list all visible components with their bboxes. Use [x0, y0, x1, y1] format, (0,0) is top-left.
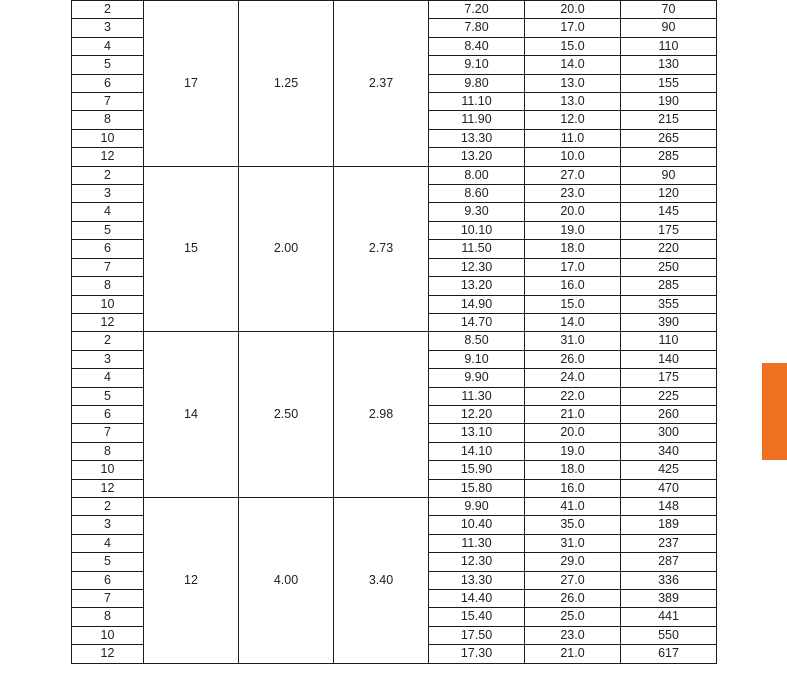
cell-col6: 14.0 [525, 56, 621, 74]
cell-col6: 31.0 [525, 332, 621, 350]
cell-col1: 8 [72, 608, 144, 626]
cell-col6: 16.0 [525, 479, 621, 497]
cell-col6: 27.0 [525, 166, 621, 184]
cell-col1: 10 [72, 295, 144, 313]
cell-col5: 12.20 [429, 405, 525, 423]
cell-col7: 340 [621, 442, 717, 460]
cell-col6: 21.0 [525, 645, 621, 663]
cell-col1: 2 [72, 497, 144, 515]
cell-col5: 10.40 [429, 516, 525, 534]
cell-col5: 9.80 [429, 74, 525, 92]
cell-col5: 15.90 [429, 461, 525, 479]
cell-col5: 15.40 [429, 608, 525, 626]
cell-col6: 23.0 [525, 626, 621, 644]
cell-col7: 148 [621, 497, 717, 515]
cell-col6: 20.0 [525, 424, 621, 442]
cell-col6: 29.0 [525, 553, 621, 571]
cell-col5: 9.10 [429, 350, 525, 368]
cell-col1: 4 [72, 203, 144, 221]
cell-col1: 6 [72, 405, 144, 423]
cell-col6: 24.0 [525, 369, 621, 387]
cell-col7: 287 [621, 553, 717, 571]
cell-col5: 11.30 [429, 534, 525, 552]
cell-col1: 5 [72, 221, 144, 239]
cell-col4-merged: 2.73 [334, 166, 429, 332]
cell-col7: 70 [621, 1, 717, 19]
cell-col4-merged: 2.98 [334, 332, 429, 498]
cell-col1: 5 [72, 56, 144, 74]
cell-col4-merged: 3.40 [334, 497, 429, 663]
cell-col7: 175 [621, 221, 717, 239]
cell-col7: 237 [621, 534, 717, 552]
cell-col7: 130 [621, 56, 717, 74]
cell-col6: 13.0 [525, 93, 621, 111]
cell-col7: 260 [621, 405, 717, 423]
cell-col1: 5 [72, 387, 144, 405]
spec-table-body [72, 1, 717, 664]
cell-col2-merged: 17 [144, 1, 239, 167]
cell-col7: 145 [621, 203, 717, 221]
cell-col1: 12 [72, 645, 144, 663]
cell-col7: 110 [621, 37, 717, 55]
cell-col5: 12.30 [429, 553, 525, 571]
cell-col1: 6 [72, 571, 144, 589]
cell-col6: 26.0 [525, 590, 621, 608]
cell-col1: 4 [72, 534, 144, 552]
table-row [72, 1, 717, 19]
cell-col1: 5 [72, 553, 144, 571]
cell-col6: 15.0 [525, 295, 621, 313]
cell-col5: 17.30 [429, 645, 525, 663]
cell-col7: 390 [621, 313, 717, 331]
cell-col1: 10 [72, 129, 144, 147]
cell-col7: 90 [621, 19, 717, 37]
cell-col7: 285 [621, 148, 717, 166]
cell-col1: 3 [72, 185, 144, 203]
cell-col6: 16.0 [525, 277, 621, 295]
cell-col7: 110 [621, 332, 717, 350]
cell-col6: 17.0 [525, 19, 621, 37]
cell-col7: 470 [621, 479, 717, 497]
cell-col7: 220 [621, 240, 717, 258]
cell-col6: 18.0 [525, 461, 621, 479]
cell-col5: 17.50 [429, 626, 525, 644]
cell-col6: 10.0 [525, 148, 621, 166]
cell-col1: 2 [72, 166, 144, 184]
cell-col7: 225 [621, 387, 717, 405]
cell-col5: 9.90 [429, 369, 525, 387]
cell-col5: 14.90 [429, 295, 525, 313]
cell-col7: 300 [621, 424, 717, 442]
cell-col5: 11.90 [429, 111, 525, 129]
cell-col6: 27.0 [525, 571, 621, 589]
cell-col6: 13.0 [525, 74, 621, 92]
cell-col6: 31.0 [525, 534, 621, 552]
cell-col6: 22.0 [525, 387, 621, 405]
cell-col7: 617 [621, 645, 717, 663]
cell-col1: 8 [72, 277, 144, 295]
cell-col5: 13.20 [429, 148, 525, 166]
cell-col5: 13.10 [429, 424, 525, 442]
cell-col5: 13.30 [429, 571, 525, 589]
table-row [72, 166, 717, 184]
cell-col1: 12 [72, 313, 144, 331]
cell-col5: 11.30 [429, 387, 525, 405]
cell-col6: 25.0 [525, 608, 621, 626]
cell-col3-merged: 1.25 [239, 1, 334, 167]
cell-col2-merged: 15 [144, 166, 239, 332]
table-row [72, 497, 717, 515]
cell-col1: 7 [72, 424, 144, 442]
side-tab-marker [762, 363, 787, 460]
cell-col7: 250 [621, 258, 717, 276]
cell-col1: 10 [72, 461, 144, 479]
cell-col5: 14.40 [429, 590, 525, 608]
cell-col3-merged: 4.00 [239, 497, 334, 663]
cell-col1: 4 [72, 369, 144, 387]
cell-col5: 8.60 [429, 185, 525, 203]
cell-col1: 6 [72, 240, 144, 258]
cell-col7: 155 [621, 74, 717, 92]
cell-col7: 336 [621, 571, 717, 589]
cell-col1: 7 [72, 258, 144, 276]
cell-col6: 17.0 [525, 258, 621, 276]
cell-col1: 2 [72, 332, 144, 350]
cell-col6: 19.0 [525, 221, 621, 239]
cell-col5: 9.10 [429, 56, 525, 74]
cell-col5: 8.50 [429, 332, 525, 350]
cell-col1: 3 [72, 19, 144, 37]
cell-col7: 175 [621, 369, 717, 387]
cell-col7: 355 [621, 295, 717, 313]
cell-col7: 90 [621, 166, 717, 184]
cell-col7: 265 [621, 129, 717, 147]
cell-col7: 140 [621, 350, 717, 368]
cell-col6: 26.0 [525, 350, 621, 368]
cell-col5: 15.80 [429, 479, 525, 497]
cell-col6: 15.0 [525, 37, 621, 55]
cell-col6: 23.0 [525, 185, 621, 203]
spec-table [71, 0, 717, 664]
cell-col6: 11.0 [525, 129, 621, 147]
cell-col5: 8.40 [429, 37, 525, 55]
cell-col5: 13.30 [429, 129, 525, 147]
cell-col7: 441 [621, 608, 717, 626]
cell-col7: 389 [621, 590, 717, 608]
cell-col5: 14.70 [429, 313, 525, 331]
cell-col2-merged: 12 [144, 497, 239, 663]
cell-col3-merged: 2.00 [239, 166, 334, 332]
cell-col2-merged: 14 [144, 332, 239, 498]
cell-col5: 7.80 [429, 19, 525, 37]
cell-col5: 8.00 [429, 166, 525, 184]
cell-col6: 41.0 [525, 497, 621, 515]
cell-col6: 21.0 [525, 405, 621, 423]
cell-col1: 4 [72, 37, 144, 55]
cell-col1: 6 [72, 74, 144, 92]
cell-col6: 19.0 [525, 442, 621, 460]
cell-col7: 425 [621, 461, 717, 479]
cell-col5: 11.10 [429, 93, 525, 111]
cell-col1: 8 [72, 111, 144, 129]
cell-col1: 10 [72, 626, 144, 644]
cell-col7: 189 [621, 516, 717, 534]
cell-col1: 12 [72, 479, 144, 497]
cell-col6: 18.0 [525, 240, 621, 258]
table-row [72, 332, 717, 350]
cell-col1: 7 [72, 93, 144, 111]
cell-col5: 13.20 [429, 277, 525, 295]
cell-col5: 10.10 [429, 221, 525, 239]
cell-col5: 9.30 [429, 203, 525, 221]
cell-col7: 550 [621, 626, 717, 644]
cell-col5: 14.10 [429, 442, 525, 460]
cell-col1: 2 [72, 1, 144, 19]
cell-col6: 20.0 [525, 1, 621, 19]
cell-col1: 3 [72, 516, 144, 534]
cell-col3-merged: 2.50 [239, 332, 334, 498]
cell-col1: 3 [72, 350, 144, 368]
cell-col1: 7 [72, 590, 144, 608]
cell-col5: 7.20 [429, 1, 525, 19]
cell-col1: 8 [72, 442, 144, 460]
cell-col4-merged: 2.37 [334, 1, 429, 167]
cell-col6: 20.0 [525, 203, 621, 221]
cell-col7: 215 [621, 111, 717, 129]
spec-table-container [71, 0, 716, 664]
cell-col1: 12 [72, 148, 144, 166]
cell-col7: 190 [621, 93, 717, 111]
cell-col7: 120 [621, 185, 717, 203]
cell-col5: 12.30 [429, 258, 525, 276]
cell-col7: 285 [621, 277, 717, 295]
cell-col6: 14.0 [525, 313, 621, 331]
cell-col5: 11.50 [429, 240, 525, 258]
cell-col6: 35.0 [525, 516, 621, 534]
cell-col5: 9.90 [429, 497, 525, 515]
cell-col6: 12.0 [525, 111, 621, 129]
